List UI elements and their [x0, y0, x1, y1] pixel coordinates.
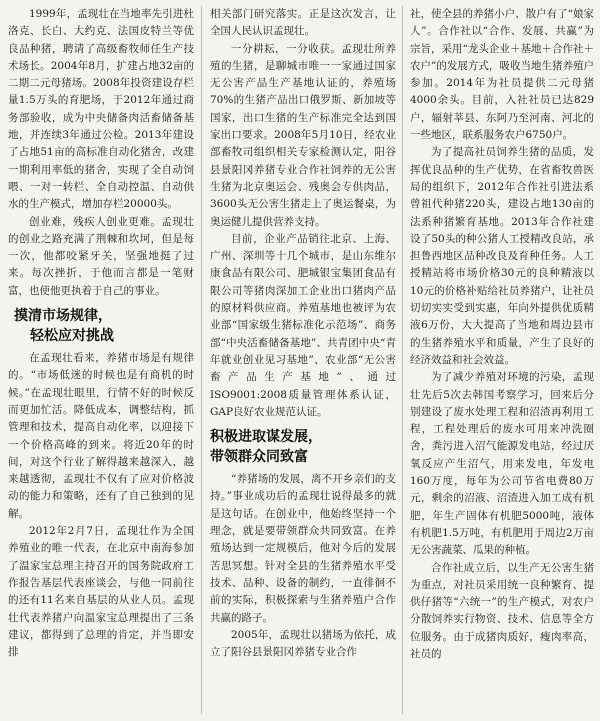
body-paragraph: 2012年2月7日，孟现壮作为全国养殖业的唯一代表，在北京中南海参加了温家宝总理主持召开的国务院政府工作报告基层代表座谈会，与他一同前往的还有11名来自基层的从业人员。孟现壮代表养猪户向温家宝总理提出了三条建议，都得到了总理的肯定，并当即安排: [8, 525, 194, 659]
section-heading: [210, 427, 396, 467]
section-heading: [8, 306, 194, 346]
body-paragraph: 一分耕耘，一分收获。孟现壮所养殖的生猪，是聊城市唯一一家通过国家无公害产品生产基地认证的，养殖场70%的生猪产品出口俄罗斯、新加坡等国家，出口生猪的生产标准完全达到国家出口要求。2008年5月10日，经农业部畜牧司组织相关专家检测认定，阳谷县景阳冈养猪专业合作社饲养的无公害生猪为北京奥运会、残奥会专供肉品，3600头无公害生猪走上了奥运餐桌，为奥运健儿提供营养支持。: [210, 42, 396, 228]
column-divider: [201, 6, 202, 714]
body-paragraph: 创业难，残疾人创业更难。孟现壮的创业之路充满了荆棘和坎坷，但是每一次，他都咬紧牙关，坚强地挺了过来。每次挫折，于他而言都是一笔财富，也使他更执着于自己的事业。: [8, 215, 194, 297]
article-column-1: [8, 6, 194, 718]
body-paragraph: 2005年，孟现壮以猪场为依托，成立了阳谷县景阳冈养猪专业合作: [210, 628, 396, 659]
section-heading-line: 轻松应对挑战: [30, 328, 114, 345]
body-paragraph: “养猪场的发展，离不开乡亲们的支持。”事业成功后的孟现壮说得最多的就是这句话。在创业中，他始终坚持一个理念，就是要带领群众共同致富。在养殖场达到一定规模后，他对今后的发展苦思冥想。针对全县的生猪养殖水平受技术、品种、设备的制约，一直徘徊不前的实际，积极探索与生猪养殖户合作共赢的路子。: [210, 473, 396, 624]
body-paragraph: 目前，企业产品销往北京、上海、广州、深圳等十几个城市，是山东维尔康食品有限公司、肥城银宝集团食品有限公司等猪肉深加工企业出口猪肉产品的原材料供应商。养殖基地也被评为农业部“国家级生猪标准化示范场”、商务部“中央活畜储备基地”、共青团中央“青年就业创业见习基地”、农业部“无公害畜产品生产基地”、通过ISO9001:2008质量管理体系认证，GAP良好农业规范认证。: [210, 232, 396, 418]
section-heading-line: 积极进取谋发展，: [210, 429, 322, 446]
article-column-3: [410, 6, 594, 718]
section-heading-line: 带领群众同致富: [210, 449, 308, 466]
article-column-2: [210, 6, 396, 718]
section-heading-line: 摸清市场规律，: [14, 308, 112, 325]
body-paragraph: 为了减少养殖对环境的污染，孟现壮先后5次去韩国考察学习，回来后分别建设了废水处理工程和沼渣再利用工程，工程处理后的废水可用来冲洗圈舍，粪污进入沼气能源发电站，经过厌氧反应产生沼气，用来发电，年发电160万度，每年为公司节省电费80万元，剩余的沼液、沼渣进入加工成有机肥，年生产固体有机肥5000吨，液体有机肥1.5万吨，有机肥用于周边2万亩无公害蔬菜、瓜果的种植。: [410, 371, 594, 557]
body-paragraph: 社，使全县的养猪小户、散户有了“娘家人”。合作社以“合作、发展、共赢”为宗旨，采用“龙头企业＋基地＋合作社＋农户”的发展方式，吸收当地生猪养殖户参加。2014年为社员提供二元母猪4000余头。目前，入社社员已达829户，辐射莘县、东阿乃至河南、河北的一些地区，联系服务农户6750户。: [410, 8, 594, 142]
body-paragraph: 相关部门研究落实。正是这次发言，让全国人民认识孟现壮。: [210, 8, 396, 38]
body-paragraph: 在孟现壮看来，养猪市场是有规律的。“市场低迷的时候也是有商机的时候。”在孟现壮眼里，行情不好的时候反而更加忙活。降低成本，调整结构，抓管理和技术，提高自动化率，以迎接下一个价格高峰的到来。将近20年的时间，对这个行业了解得越来越深入，越来越透彻，孟现壮不仅有了应对价格波动的能力和策略，还有了自己独到的见解。: [8, 352, 194, 520]
body-paragraph: 为了提高社员饲养生猪的品质，发挥优良品种的生产优势，在省畜牧兽医局的组织下，2012年合作社引进法系曾祖代种猪220头，建设占地130亩的法系种猪繁育基地。2013年合作社建设了50头的种公猪人工授精改良站，承担鲁西地区品种改良及育种任务。人工授精站将市场价格30元的良种精液以10元的价格补贴给社员养猪户，让社员切切实实受到实惠，年向外提供优质精液6万份，大大提高了当地和周边县市的生猪养殖水平和质量，产生了良好的经济效益和社会效益。: [410, 146, 594, 366]
body-paragraph: 合作社成立后，以生产无公害生猪为重点，对社员采用统一良种繁育、提供仔猪等“六统一”的生产模式，对农户分散饲养实行物资、技术、信息等全方位服务。由于成猪肉质好，瘦肉率高，社员的: [410, 561, 594, 660]
body-paragraph: 1999年，孟现壮在当地率先引进杜洛克、长白、大约克、法国皮特兰等优良品种猪，聘请了高级畜牧师任生产技术场长。2004年8月，扩建占地32亩的二期二元母猪场。2008年投资建设存栏量1.5万头的育肥场，于2012年通过商务部验收，成为中央储备肉活畜储备基地，并连续3年通过公检。2013年建设了占地51亩的高标准自动化猪舍，改建一期利用率低的猪舍，实现了全自动饲喂、一对一转栏、全自动控温、自动供水的生产模式，增加存栏20000头。: [8, 8, 194, 211]
column-divider: [402, 6, 403, 714]
